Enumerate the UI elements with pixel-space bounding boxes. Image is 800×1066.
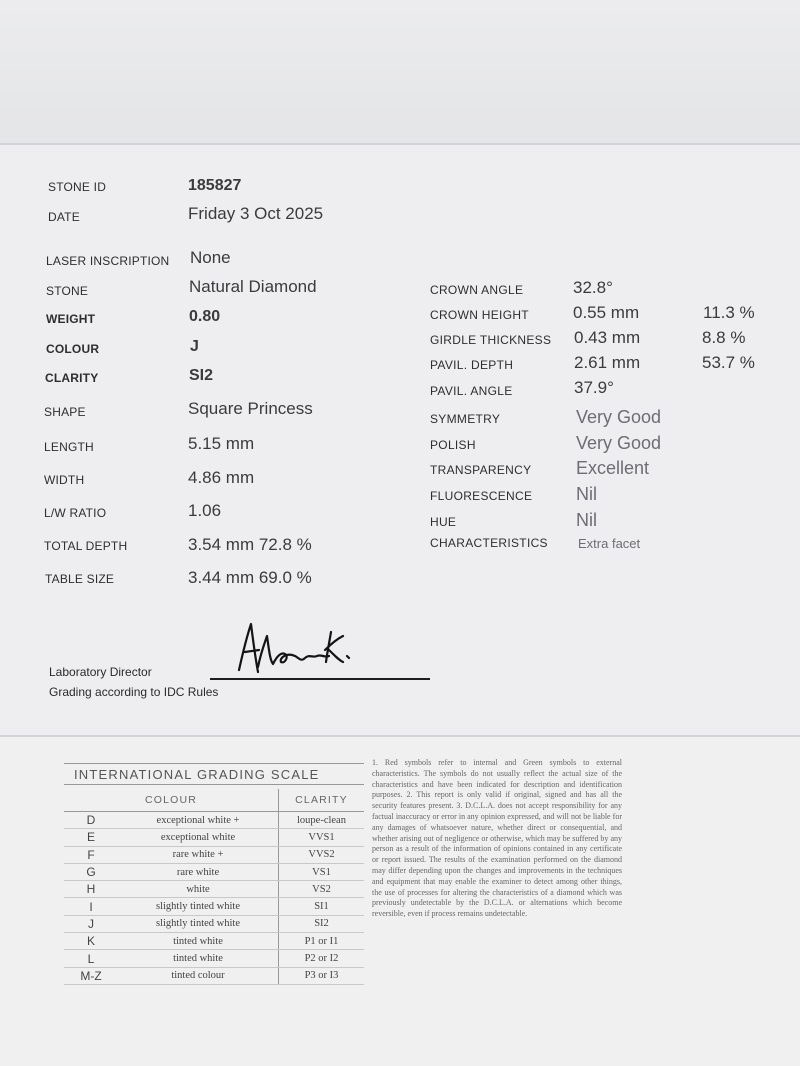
shape-label: SHAPE xyxy=(44,405,86,419)
stone-id-label: STONE ID xyxy=(48,180,107,194)
girdle-thickness-value: 0.43 mm xyxy=(574,328,641,347)
grading-scale-row xyxy=(64,898,364,915)
hue-value: Nil xyxy=(576,510,597,530)
pavilion-depth-value: 2.61 mm xyxy=(574,353,641,372)
scale-colour-cell: rare white + xyxy=(118,846,279,863)
pavilion-angle-value: 37.9° xyxy=(574,378,614,397)
laser-inscription-value: None xyxy=(190,248,231,267)
symmetry-value: Very Good xyxy=(576,407,662,427)
scale-grade-cell: E xyxy=(64,829,118,846)
director-signature xyxy=(225,612,365,682)
scale-grade-cell: D xyxy=(64,812,118,829)
lw-ratio-value: 1.06 xyxy=(188,501,222,520)
grading-scale-row xyxy=(64,863,364,880)
grading-scale-row xyxy=(64,950,364,967)
colour-column-header: COLOUR xyxy=(64,789,279,812)
grading-scale-row xyxy=(64,933,364,950)
transparency-label: TRANSPARENCY xyxy=(430,463,532,477)
length-value: 5.15 mm xyxy=(188,434,255,453)
scale-colour-cell: rare white xyxy=(118,863,279,880)
colour-label: COLOUR xyxy=(46,342,100,356)
table-size-label: TABLE SIZE xyxy=(45,572,115,586)
paper-top-fold xyxy=(0,0,800,143)
shape-value: Square Princess xyxy=(188,399,313,418)
width-label: WIDTH xyxy=(44,473,85,487)
crown-height-label: CROWN HEIGHT xyxy=(430,308,529,322)
weight-label: WEIGHT xyxy=(46,312,96,326)
grading-scale-row xyxy=(64,967,364,984)
fluorescence-value: Nil xyxy=(576,484,597,504)
scale-colour-cell: tinted white xyxy=(118,950,279,967)
fluorescence-label: FLUORESCENCE xyxy=(430,489,533,503)
girdle-thickness-label: GIRDLE THICKNESS xyxy=(430,333,552,347)
weight-value: 0.80 xyxy=(189,308,221,325)
transparency-value: Excellent xyxy=(576,458,650,478)
pavilion-depth-percent: 53.7 % xyxy=(702,353,755,372)
table-size-value: 3.44 mm 69.0 % xyxy=(188,568,312,587)
scale-colour-cell: slightly tinted white xyxy=(118,915,279,932)
scale-clarity-cell: P1 or I1 xyxy=(279,933,365,950)
grading-scale-row xyxy=(64,846,364,863)
date-label: DATE xyxy=(48,210,80,224)
crown-height-percent: 11.3 % xyxy=(703,303,755,322)
grading-scale-row xyxy=(64,915,364,932)
scale-grade-cell: H xyxy=(64,881,118,898)
characteristics-value: Extra facet xyxy=(578,536,641,551)
report-notes: 1. Red symbols refer to internal and Green symbols to external characteristics. The symbols do not usually reflect the actual size of the characteristics and have been indicated for description and identification purposes. 2. This report is only valid if original, signed and has all the security features present. 3. D.C.L.A. does not accept responsibility for any factual inaccuracy or error in any opinion expressed, and will not be liable for any damages of whatsoever nature, whether direct or consequential, and whether arising out of negligence or otherwise, which may be suffered by any person as a result of the information of opinions contained in any certificate or report issued. The results of the examination performed on the diamond may differ depending upon the changes and improvements in the techniques and equipment that may enable the examiner to detect among other things, the use of processes for altering the characteristics of a diamond which was previously undetectable by the D.C.L.A. or alternations which become reversible, even if process remains undetectable. xyxy=(372,758,622,919)
scale-grade-cell: L xyxy=(64,950,118,967)
pavilion-depth-label: PAVIL. DEPTH xyxy=(430,358,514,372)
scale-clarity-cell: P3 or I3 xyxy=(279,967,365,984)
scale-colour-cell: slightly tinted white xyxy=(118,898,279,915)
scale-colour-cell: tinted colour xyxy=(118,967,279,984)
girdle-thickness-percent: 8.8 % xyxy=(702,328,746,347)
clarity-value: SI2 xyxy=(189,367,214,384)
scale-grade-cell: I xyxy=(64,898,118,915)
hue-label: HUE xyxy=(430,515,457,529)
scale-grade-cell: K xyxy=(64,933,118,950)
grading-scale-row xyxy=(64,812,364,829)
scale-grade-cell: M-Z xyxy=(64,967,118,984)
colour-value: J xyxy=(190,338,199,355)
scale-grade-cell: G xyxy=(64,863,118,880)
polish-label: POLISH xyxy=(430,438,476,452)
width-value: 4.86 mm xyxy=(188,468,255,487)
signature-line xyxy=(210,678,430,680)
characteristics-label: CHARACTERISTICS xyxy=(430,536,548,550)
laser-inscription-label: LASER INSCRIPTION xyxy=(46,254,170,268)
crown-angle-label: CROWN ANGLE xyxy=(430,283,524,297)
symmetry-label: SYMMETRY xyxy=(430,412,501,426)
scale-clarity-cell: VS1 xyxy=(279,863,365,880)
scale-colour-cell: exceptional white + xyxy=(118,812,279,829)
grading-scale-table xyxy=(64,789,364,985)
grading-scale-title: INTERNATIONAL GRADING SCALE xyxy=(64,763,364,785)
scale-colour-cell: white xyxy=(118,881,279,898)
scale-clarity-cell: VS2 xyxy=(279,881,365,898)
scale-clarity-cell: SI2 xyxy=(279,915,365,932)
crown-height-value: 0.55 mm xyxy=(573,303,640,322)
crown-angle-value: 32.8° xyxy=(573,278,613,297)
certificate-sheet xyxy=(0,145,800,735)
scale-clarity-cell: VVS2 xyxy=(279,846,365,863)
scale-grade-cell: F xyxy=(64,846,118,863)
length-label: LENGTH xyxy=(44,440,94,454)
clarity-label: CLARITY xyxy=(45,371,99,385)
scale-clarity-cell: loupe-clean xyxy=(279,812,365,829)
scale-colour-cell: tinted white xyxy=(118,933,279,950)
total-depth-value: 3.54 mm 72.8 % xyxy=(188,535,312,554)
pavilion-angle-label: PAVIL. ANGLE xyxy=(430,384,513,398)
date-value: Friday 3 Oct 2025 xyxy=(188,204,324,223)
stone-label: STONE xyxy=(46,284,89,298)
scale-colour-cell: exceptional white xyxy=(118,829,279,846)
grading-scale-row xyxy=(64,881,364,898)
polish-value: Very Good xyxy=(576,433,662,453)
stone-id-value: 185827 xyxy=(188,177,242,194)
scale-clarity-cell: VVS1 xyxy=(279,829,365,846)
total-depth-label: TOTAL DEPTH xyxy=(44,539,128,553)
stone-value: Natural Diamond xyxy=(189,277,317,296)
scale-clarity-cell: SI1 xyxy=(279,898,365,915)
scale-clarity-cell: P2 or I2 xyxy=(279,950,365,967)
scale-grade-cell: J xyxy=(64,915,118,932)
lw-ratio-label: L/W RATIO xyxy=(44,506,107,520)
laboratory-director-label: Laboratory Director xyxy=(49,665,152,679)
grading-scale-row xyxy=(64,829,364,846)
clarity-column-header: CLARITY xyxy=(279,789,365,812)
grading-rules-label: Grading according to IDC Rules xyxy=(49,685,219,699)
